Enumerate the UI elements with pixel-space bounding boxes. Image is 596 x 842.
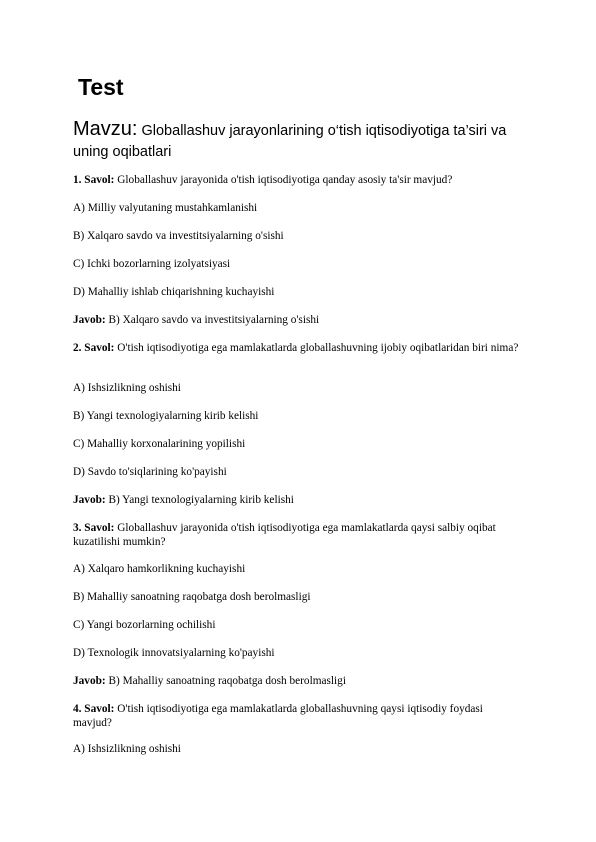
answer-label: Javob: — [73, 675, 106, 687]
question-1 — [73, 174, 523, 188]
answer-label: Javob: — [73, 314, 106, 326]
answer — [73, 494, 523, 508]
option: A) Ishsizlikning oshishi — [73, 382, 181, 394]
question-text: O'tish iqtisodiyotiga ega mamlakatlarda globallashuvning ijobiy oqibatlaridan biri nima? — [114, 342, 519, 354]
answer — [73, 675, 523, 689]
option: A) Milliy valyutaning mustahkamlanishi — [73, 202, 258, 214]
option: A) Xalqaro hamkorlikning kuchayishi — [73, 563, 246, 575]
answer-text: B) Mahalliy sanoatning raqobatga dosh berolmasligi — [105, 675, 346, 687]
question-2 — [73, 342, 523, 356]
answer — [73, 314, 523, 328]
question-label: 1. Savol: — [73, 174, 115, 186]
question-text: O'tish iqtisodiyotiga ega mamlakatlarda globallashuvning qaysi iqtisodiy foydasi mavjud? — [73, 703, 483, 729]
question-4 — [73, 703, 523, 730]
option: C) Mahalliy korxonalarining yopilishi — [73, 438, 246, 450]
topic-label: Mavzu — [73, 118, 132, 140]
option: C) Yangi bozorlarning ochilishi — [73, 619, 216, 631]
option: B) Yangi texnologiyalarning kirib kelishi — [73, 410, 259, 422]
answer-text: B) Yangi texnologiyalarning kirib kelishi — [105, 494, 294, 506]
question-label: 2. Savol: — [73, 342, 115, 354]
question-label: 4. Savol: — [73, 703, 115, 715]
topic-heading — [73, 119, 533, 163]
option: C) Ichki bozorlarning izolyatsiyasi — [73, 258, 231, 270]
option: A) Ishsizlikning oshishi — [73, 743, 181, 755]
question-3 — [73, 522, 523, 549]
option: D) Texnologik innovatsiyalarning ko'payishi — [73, 647, 275, 659]
answer-text: B) Xalqaro savdo va investitsiyalarning o'sishi — [105, 314, 320, 326]
topic-colon: : — [131, 118, 138, 140]
option: B) Xalqaro savdo va investitsiyalarning o'sishi — [73, 230, 284, 242]
option: D) Savdo to'siqlarining ko'payishi — [73, 466, 227, 478]
question-text: Globallashuv jarayonida o'tish iqtisodiyotiga ega mamlakatlarda qaysi salbiy oqibat kuzatilishi mumkin? — [73, 522, 496, 548]
option: D) Mahalliy ishlab chiqarishning kuchayishi — [73, 286, 275, 298]
question-label: 3. Savol: — [73, 522, 115, 534]
option: B) Mahalliy sanoatning raqobatga dosh berolmasligi — [73, 591, 311, 603]
answer-label: Javob: — [73, 494, 106, 506]
question-text: Globallashuv jarayonida o'tish iqtisodiyotiga qanday asosiy ta'sir mavjud? — [114, 174, 453, 186]
page-title: Test — [78, 74, 124, 100]
topic-text: Globallashuv jarayonlarining o‘tish iqtisodiyotiga ta’siri va uning oqibatlari — [73, 123, 507, 160]
